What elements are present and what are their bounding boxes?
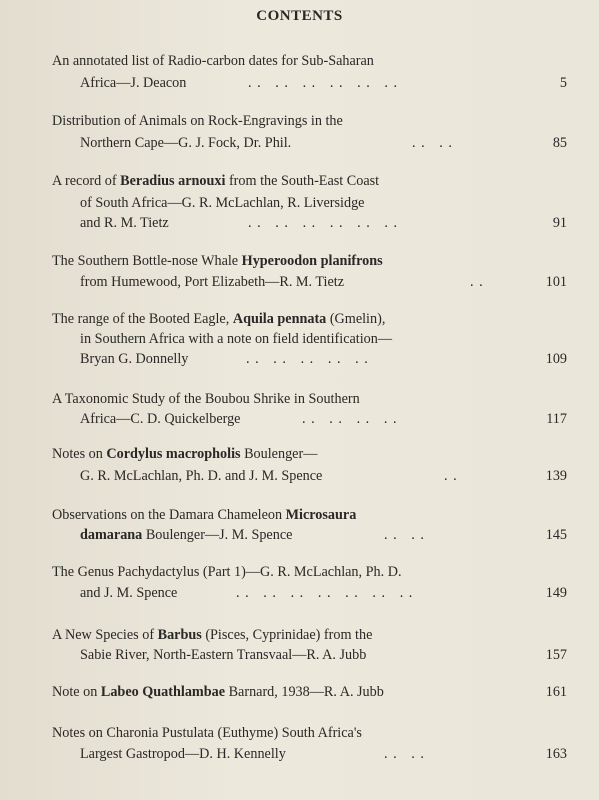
page-number: 91 — [552, 215, 567, 231]
leader-dots: . . . . — [384, 527, 425, 543]
species-name: Beradius arnouxi — [120, 173, 226, 189]
page-number: 149 — [545, 585, 567, 601]
entry-title-text: The range of the Booted Eagle, — [52, 311, 233, 327]
entry-title-line — [52, 683, 384, 701]
page-number: 157 — [545, 647, 567, 663]
leader-dots: . . . . . . . . . . . . — [248, 75, 399, 91]
entry-author-line: Sabie River, North-Eastern Transvaal—R. A. Jubb — [80, 647, 367, 663]
entry-title-line: in Southern Africa with a note on field identification— — [80, 331, 393, 347]
entry-title-line: Notes on Charonia Pustulata (Euthyme) South Africa's — [52, 725, 362, 741]
entry-title-line — [52, 445, 317, 463]
entry-author-line: G. R. McLachlan, Ph. D. and J. M. Spence — [80, 468, 323, 484]
entry-author-line — [80, 526, 292, 544]
entry-title-line — [52, 310, 385, 328]
entry-author-line: from Humewood, Port Elizabeth—R. M. Tietz — [80, 274, 345, 290]
entry-title-text: The Southern Bottle-nose Whale — [52, 253, 242, 269]
entry-title-text: Note on — [52, 684, 101, 700]
entry-title-text: (Pisces, Cyprinidae) from the — [201, 627, 373, 643]
entry-title-line — [52, 506, 356, 524]
page-number: 145 — [545, 527, 567, 543]
entry-author-line: Africa—J. Deacon — [80, 75, 187, 91]
entry-author-line: and J. M. Spence — [80, 585, 178, 601]
entry-title-line: Distribution of Animals on Rock-Engravings in the — [52, 113, 343, 129]
page-number: 139 — [545, 468, 567, 484]
leader-dots: . . . . . . . . — [302, 411, 398, 427]
entry-author-line: Africa—C. D. Quickelberge — [80, 411, 241, 427]
species-name: damarana — [80, 527, 143, 543]
entry-title-line: The Genus Pachydactylus (Part 1)—G. R. McLachlan, Ph. D. — [52, 564, 402, 580]
entry-title-line: of South Africa—G. R. McLachlan, R. Liversidge — [80, 195, 365, 211]
entry-title-text: Boulenger— — [240, 446, 318, 462]
species-name: Microsaura — [285, 507, 357, 523]
entry-title-text: from the South-East Coast — [225, 173, 380, 189]
entry-title-text: (Gmelin), — [326, 311, 386, 327]
leader-dots: . . . . — [412, 135, 453, 151]
page-number: 5 — [559, 75, 567, 91]
entry-author-line: Northern Cape—G. J. Fock, Dr. Phil. — [80, 135, 292, 151]
species-name: Cordylus macropholis — [106, 446, 241, 462]
entry-title-text: A record of — [52, 173, 121, 189]
entry-title-line — [52, 626, 372, 644]
page-title: CONTENTS — [256, 8, 343, 24]
species-name: Hyperoodon planifrons — [241, 253, 383, 269]
leader-dots: . . . . . . . . . . — [246, 351, 369, 367]
entry-title-line — [52, 252, 383, 270]
page-number: 161 — [545, 684, 567, 700]
page-number: 101 — [545, 274, 567, 290]
entry-author-line: Largest Gastropod—D. H. Kennelly — [80, 746, 286, 762]
entry-title-text: Observations on the Damara Chameleon — [52, 507, 286, 523]
entry-title-text: A New Species of — [52, 627, 158, 643]
page-number: 109 — [545, 351, 567, 367]
leader-dots: . . — [470, 274, 484, 290]
entry-title-text: Notes on — [52, 446, 107, 462]
leader-dots: . . . . . . . . . . . . . . — [236, 585, 414, 601]
species-name: Barbus — [157, 627, 202, 643]
leader-dots: . . — [444, 468, 458, 484]
entry-author-text: Boulenger—J. M. Spence — [142, 527, 293, 543]
entry-author-line: and R. M. Tietz — [80, 215, 169, 231]
species-name: Aquila pennata — [232, 311, 327, 327]
species-name: Labeo Quathlambae — [100, 684, 226, 700]
page-number: 163 — [545, 746, 567, 762]
page-number: 117 — [546, 411, 567, 427]
leader-dots: . . . . — [384, 746, 425, 762]
entry-author-line: Bryan G. Donnelly — [80, 351, 189, 367]
entry-title-text: Barnard, 1938—R. A. Jubb — [225, 684, 384, 700]
page-number: 85 — [552, 135, 567, 151]
leader-dots: . . . . . . . . . . . . — [248, 215, 399, 231]
entry-title-line: An annotated list of Radio-carbon dates for Sub-Saharan — [52, 53, 374, 69]
entry-title-line — [52, 172, 379, 190]
entry-title-line: A Taxonomic Study of the Boubou Shrike in Southern — [52, 391, 360, 407]
